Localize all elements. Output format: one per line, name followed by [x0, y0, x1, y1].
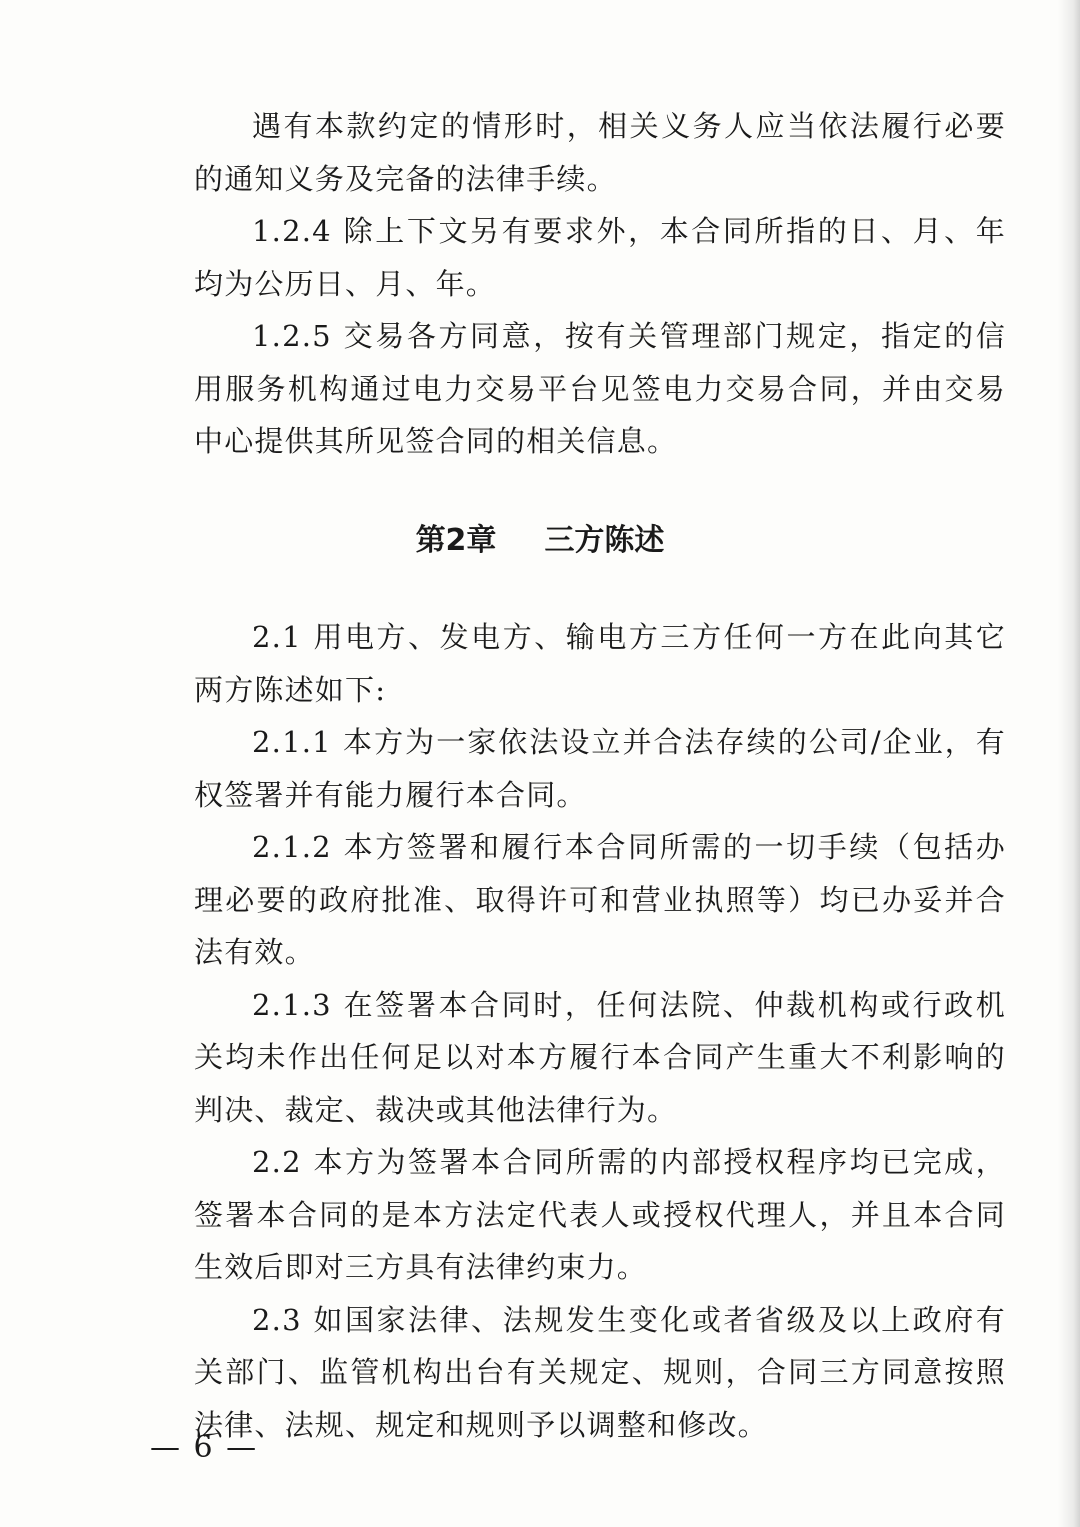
- chapter-title: 三方陈述: [544, 523, 665, 558]
- paragraph-1-2-5: 1.2.5 交易各方同意，按有关管理部门规定，指定的信用服务机构通过电力交易平台见签电力交易合同，并由交易中心提供其所见签合同的相关信息。: [194, 319, 1006, 458]
- paragraph-2-2: 2.2 本方为签署本合同所需的内部授权程序均已完成，签署本合同的是本方法定代表人或授权代理人，并且本合同生效后即对三方具有法律约束力。: [194, 1145, 1006, 1284]
- chapter-heading: [0, 518, 1080, 564]
- paragraph-2-3: 2.3 如国家法律、法规发生变化或者省级及以上政府有关部门、监管机构出台有关规定、规则，合同三方同意按照法律、法规、规定和规则予以调整和修改。: [194, 1302, 1006, 1442]
- paragraph-2-1-2: 2.1.2 本方签署和履行本合同所需的一切手续（包括办理必要的政府批准、取得许可和营业执照等）均已办妥并合法有效。: [194, 830, 1006, 969]
- chapter-2-text: [194, 611, 1006, 1451]
- paragraph-2-1-1: 2.1.1 本方为一家依法设立并合法存续的公司/企业，有权签署并有能力履行本合同。: [194, 725, 1006, 812]
- paragraph-2-1: 2.1 用电方、发电方、输电方三方任何一方在此向其它两方陈述如下:: [194, 620, 1006, 707]
- paragraph-1-2-4: 1.2.4 除上下文另有要求外，本合同所指的日、月、年均为公历日、月、年。: [194, 214, 1006, 301]
- paragraph-2-1-3: 2.1.3 在签署本合同时，任何法院、仲裁机构或行政机关均未作出任何足以对本方履行本合同产生重大不利影响的判决、裁定、裁决或其他法律行为。: [194, 987, 1006, 1127]
- section-1-2-text: [194, 100, 1006, 468]
- page-edge-shadow: [1058, 0, 1080, 1527]
- chapter-number: 第2章: [415, 523, 497, 558]
- paragraph-notice-obligation: 遇有本款约定的情形时，相关义务人应当依法履行必要的通知义务及完备的法律手续。: [194, 109, 1006, 196]
- page-number: — 6 —: [150, 1430, 259, 1465]
